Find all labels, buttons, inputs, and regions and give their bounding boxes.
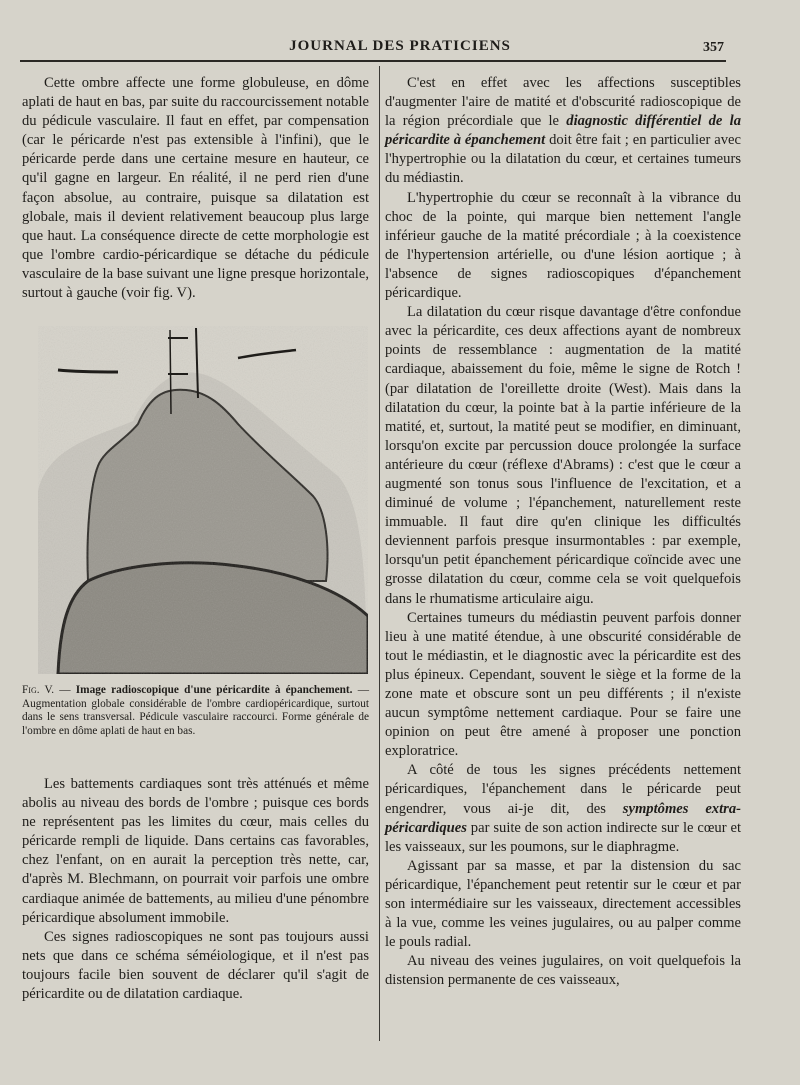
paragraph: Cette ombre affecte une forme globuleuse, en dôme aplati de haut en bas, par suite du raccourcissement notable du pédicule vasculaire. Il faut en effet, par compensation (car le péricarde n'est pas extensible à l'infini), que le péricarde perde dans une certaine mesure en hauteur, ce qu'il gagne en largeur. En réalité, il ne perd rien d'une façon absolue, au contraire, puisque sa dilatation est globale, mais il devient relativement beaucoup plus large que haut. La conséquence directe de cette morphologie est que l'ombre cardio-péricardique se détache du pédicule vasculaire de la base suivant une ligne presque horizontale, surtout à gauche (voir fig. V). [22, 75, 369, 302]
figure-label: Fig. V. [22, 684, 55, 696]
left-column-top [22, 74, 369, 303]
radioscopic-illustration [38, 326, 368, 674]
paragraph: Au niveau des veines jugulaires, on voit quelquefois la distension permanente de ces vaisseaux, [385, 953, 741, 989]
left-column-bottom [22, 775, 369, 1004]
page-number: 357 [703, 40, 724, 55]
page-header [0, 36, 800, 60]
paragraph: Agissant par sa masse, et par la distension du sac péricardique, l'épanchement peut retentir sur le cœur et par son intermédiaire sur les vaisseaux, directement accessibles à la vue, comme les veines jugulaires, ou au palper comme le pouls radial. [385, 857, 741, 951]
figure-caption-text: Augmentation globale considérable de l'ombre cardiopéricardique, surtout dans le sens transversal. Pédicule vasculaire raccourci. Forme générale de l'ombre en dôme aplati de haut en bas. [22, 697, 369, 737]
emphasis: symptômes extra-péricardiques [385, 800, 741, 836]
emphasis: diagnostic différentiel de la péricardite à épanchement [385, 113, 741, 149]
header-rule [20, 60, 726, 62]
right-column [385, 74, 741, 991]
figure-caption: Fig. V. — Image radioscopique d'une péricardite à épanchement. — Augmentation globale considérable de l'ombre cardiopéricardique, surtout dans le sens transversal. Pédicule vasculaire raccourci. Forme générale de l'ombre en dôme aplati de haut en bas. [22, 684, 369, 737]
paragraph: La dilatation du cœur risque davantage d'être confondue avec la péricardite, ces deux affections ayant de nombreux points de ressemblance : augmentation de la matité cardiaque, abaissement du foie, même le signe de Rotch ! (par dilatation de l'oreillette droite (West). Mais dans la dilatation du cœur, la pointe bat à la partie inférieure de la matité, et, surtout, la matité peut se modifier, en diminuant, lorsqu'on excite par percussion douce prolongée la surface antérieure du cœur (réflexe d'Abrams) : c'est que le cœur a augmenté son tonus sous l'influence de l'excitation, et a diminué de volume ; l'épanchement, naturellement reste immuable. Il faut dire qu'en clinique les difficultés deviennent parfois presque insurmontables : par exemple, lorsqu'un petit épanchement péricardique coïncide avec une grosse dilatation du cœur, comme cela se voit quelquefois dans le rhumatisme articulaire aigu. [385, 304, 741, 607]
figure-radioscopic-image [38, 326, 368, 674]
paragraph: A côté de tous les signes précédents nettement péricardiques, l'épanchement dans le péricarde peut engendrer, vous ai-je dit, des symptômes extra-péricardiques par suite de son action indirecte sur le cœur et les vaisseaux, sur les poumons, sur le diaphragme. [385, 762, 741, 855]
running-title: JOURNAL DES PRATICIENS [289, 38, 511, 54]
paragraph: Ces signes radioscopiques ne sont pas toujours aussi nets que dans ce schéma séméiologique, et il n'est pas toujours facile bien souvent de déclarer qu'il s'agit de péricardite ou de dilatation cardiaque. [22, 928, 369, 1003]
column-divider [379, 66, 380, 1041]
paragraph: Les battements cardiaques sont très atténués et même abolis au niveau des bords de l'ombre ; puisque ces bords ne représentent pas les limites du cœur, mais celles du péricarde rempli de liquide. Dans certains cas favorables, chez l'enfant, on en aurait la perception très nette, car, d'après M. Blechmann, on pourrait voir parfois une ombre cardiaque animée de battements, au milieu d'une pénombre péricardique absolument immobile. [22, 776, 369, 926]
paragraph: Certaines tumeurs du médiastin peuvent parfois donner lieu à une matité étendue, à une obscurité considérable de tout le médiastin, et le diagnostic avec la péricardite est des plus épineux. Cependant, souvent le siège et la forme de la zone mate et obscure sont un peu différents ; il n'existe aucun symptôme nettement cardiaque. Pour se faire une opinion on peut être amené à proposer une ponction exploratrice. [385, 609, 741, 760]
paragraph: L'hypertrophie du cœur se reconnaît à la vibrance du choc de la pointe, qui marque bien nettement l'angle inférieur gauche de la matité précordiale ; à la coexistence de l'hypertension artérielle, ou d'une lésion aortique ; à l'absence de signes radioscopiques d'épanchement péricardique. [385, 189, 741, 302]
paragraph: C'est en effet avec les affections susceptibles d'augmenter l'aire de matité et d'obscurité radioscopique de la région précordiale que le diagnostic différentiel de la péricardite à épanchement doit être fait ; en particulier avec l'hypertrophie ou la dilatation du cœur, et certaines tumeurs du médiastin. [385, 75, 741, 187]
figure-title: Image radioscopique d'une péricardite à épanchement. [75, 684, 353, 696]
